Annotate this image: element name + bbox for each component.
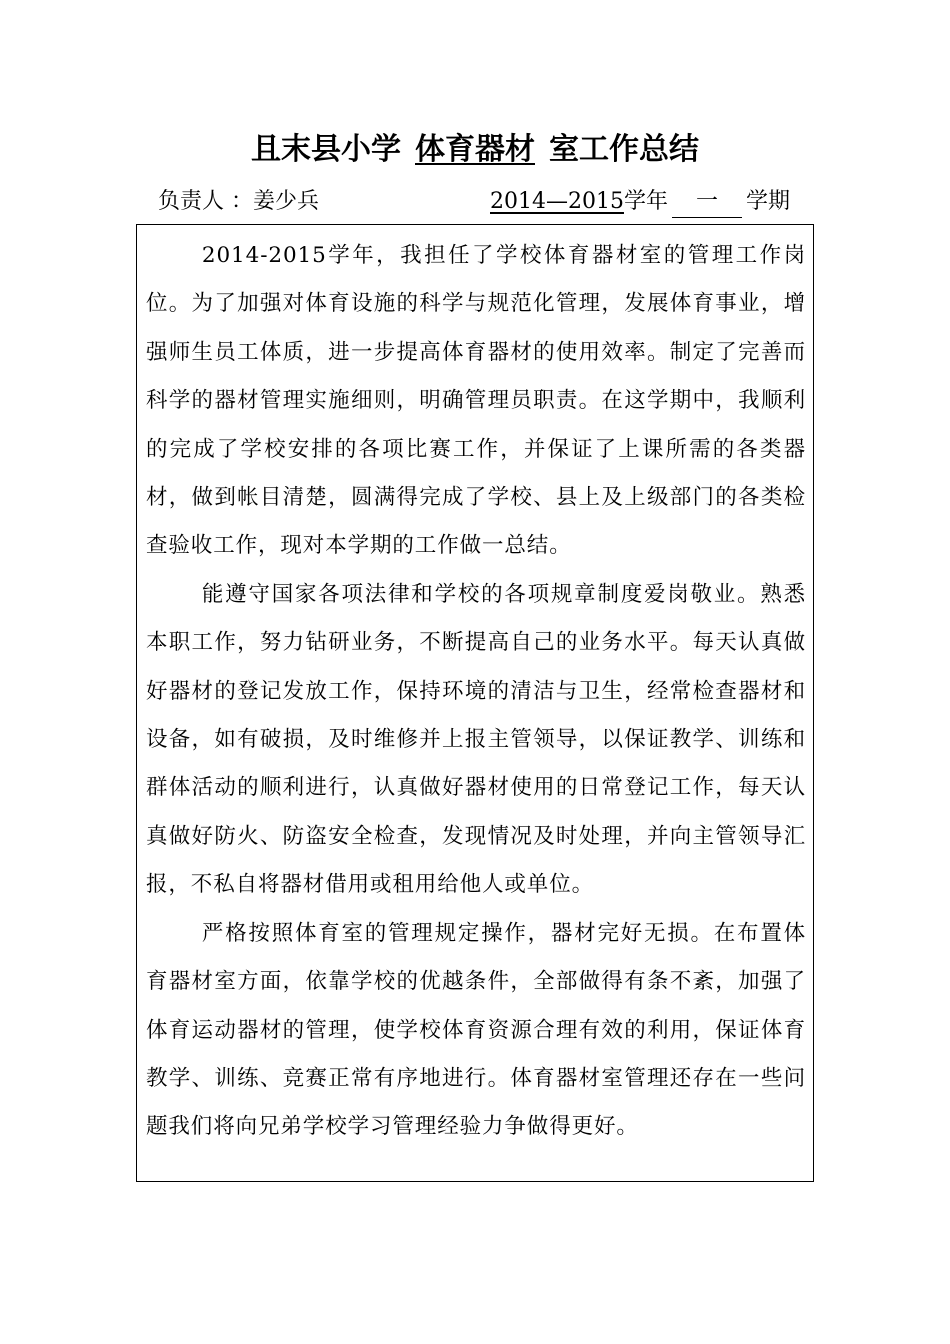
term-years: 2014—2015: [490, 189, 624, 214]
title-room: 体育器材: [415, 132, 535, 167]
content-body: [146, 232, 806, 1152]
term-year-label: 学年: [623, 189, 668, 214]
title-prefix: 且末县小学: [251, 132, 401, 167]
paragraph-2: 能遵守国家各项法律和学校的各项规章制度爱岗敬业。熟悉本职工作，努力钻研业务，不断提高自己的业务水平。每天认真做好器材的登记发放工作，保持环境的清洁与卫生，经常检查器材和设备，如有破损，及时维修并上报主管领导，以保证教学、训练和群体活动的顺利进行，认真做好器材使用的日常登记工作，每天认真做好防火、防盗安全检查，发现情况及时处理，并向主管领导汇报，不私自将器材借用或租用给他人或单位。: [146, 581, 806, 898]
paragraph-1: 2014-2015学年，我担任了学校体育器材室的管理工作岗位。为了加强对体育设施的科学与规范化管理，发展体育事业，增强师生员工体质，进一步提高体育器材的使用效率。制定了完善而科学的器材管理实施细则，明确管理员职责。在这学期中，我顺利的完成了学校安排的各项比赛工作，并保证了上课所需的各类器材，做到帐目清楚，圆满得完成了学校、县上及上级部门的各类检查验收工作，现对本学期的工作做一总结。: [146, 243, 806, 559]
term-semester-label: 学期: [746, 189, 791, 214]
term-semester: 一: [672, 187, 742, 218]
document-title: [0, 128, 950, 172]
title-suffix: 室工作总结: [549, 132, 699, 167]
paragraph-3: 严格按照体育室的管理规定操作，器材完好无损。在布置体育器材室方面，依靠学校的优越条件，全部做得有条不紊，加强了体育运动器材的管理，使学校体育资源合理有效的利用，保证体育教学、训练、竞赛正常有序地进行。体育器材室管理还存在一些问题我们将向兄弟学校学习管理经验力争做得更好。: [146, 920, 806, 1140]
title-room-blank: [401, 132, 549, 167]
owner-label: 负责人 ：姜少兵: [158, 189, 319, 214]
meta-row: [0, 184, 950, 220]
term-info: [490, 184, 790, 220]
